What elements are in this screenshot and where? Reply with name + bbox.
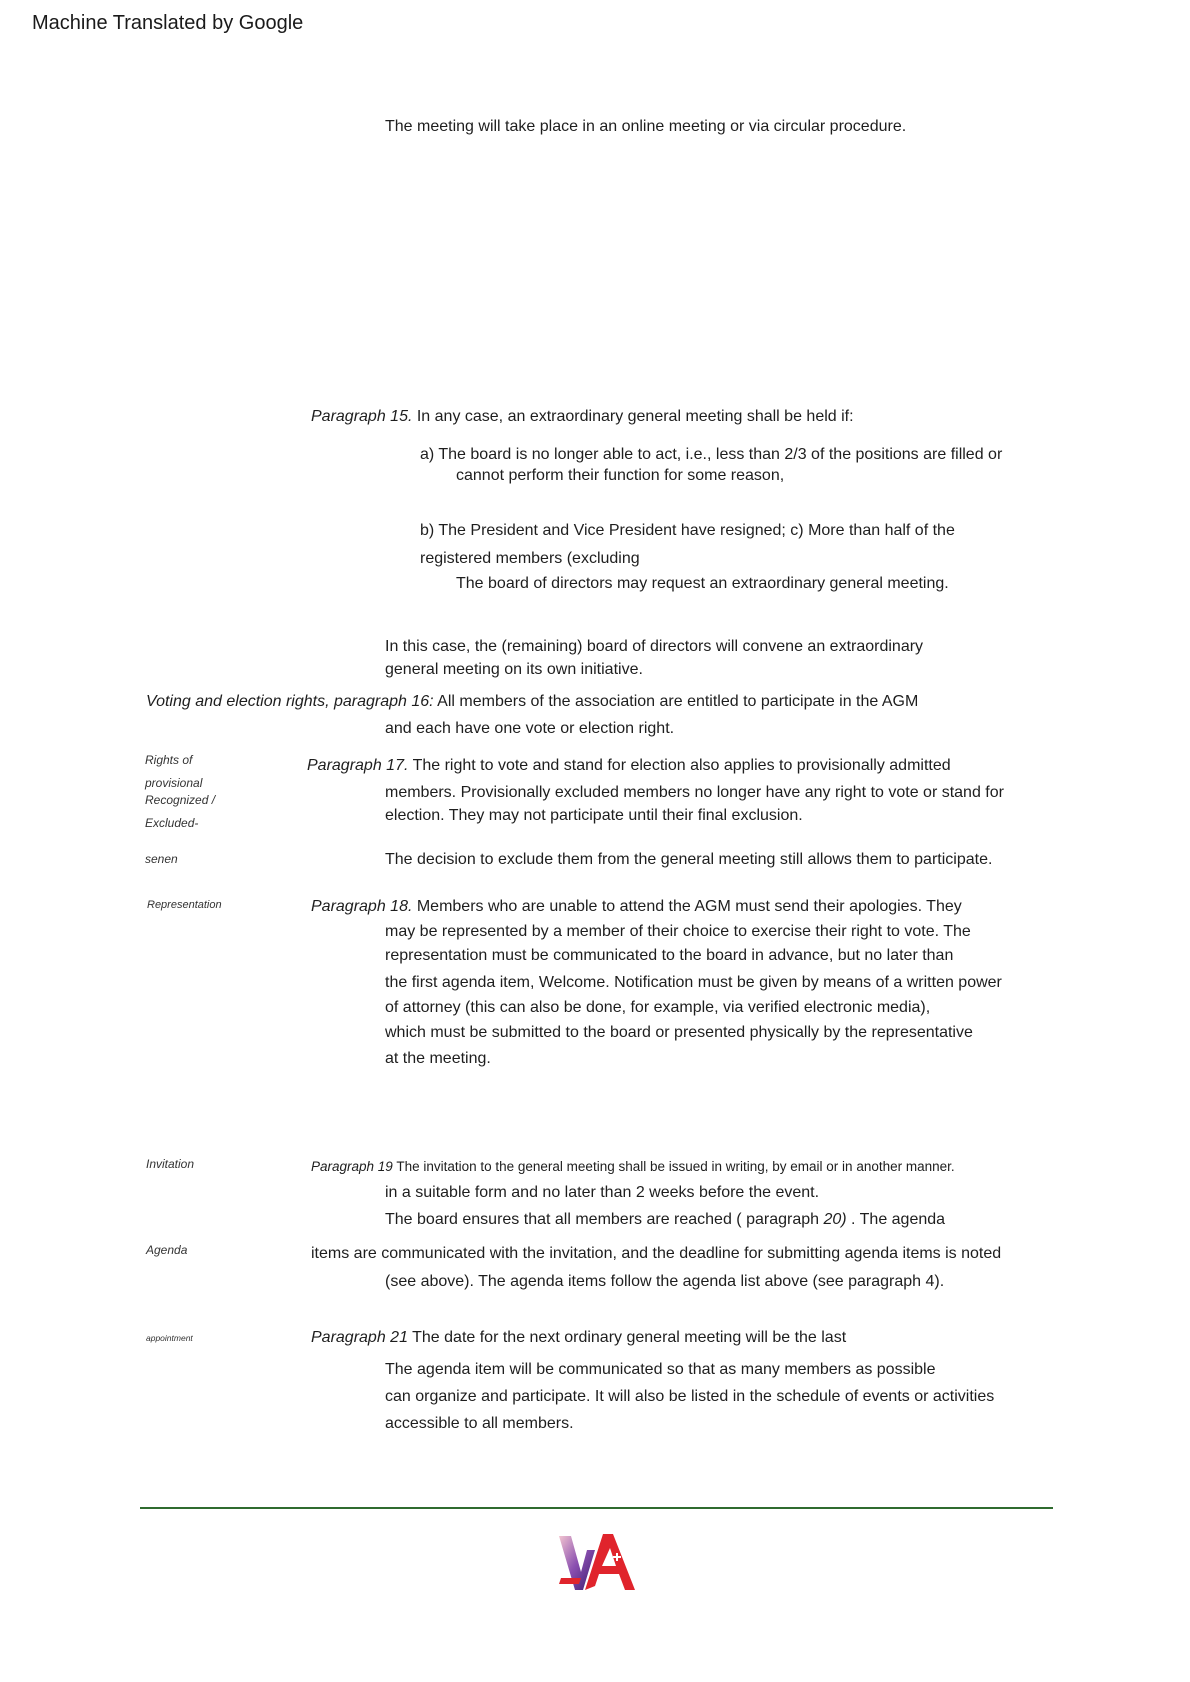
paragraph-19-line4: items are communicated with the invitation, and the deadline for submitting agenda items is noted xyxy=(311,1245,1002,1262)
paragraph-15-heading xyxy=(311,408,854,426)
paragraph-16-label: Voting and election rights, paragraph 16: xyxy=(146,693,434,710)
paragraph-17-heading xyxy=(307,757,951,775)
paragraph-19-line3a: The board ensures that all members are reached ( paragraph xyxy=(385,1211,824,1228)
paragraph-18-line6: which must be submitted to the board or presented physically by the representative xyxy=(385,1024,973,1041)
paragraph-18-line7: at the meeting. xyxy=(385,1050,491,1067)
margin-rights-1: Rights of xyxy=(145,753,193,767)
paragraph-18-line1: Members who are unable to attend the AGM must send their apologies. They xyxy=(412,898,962,915)
paragraph-19-line5: (see above). The agenda items follow the agenda list above (see paragraph 4). xyxy=(385,1273,945,1290)
margin-invitation: Invitation xyxy=(146,1157,195,1171)
paragraph-21-line3: can organize and participate. It will also be listed in the schedule of events or activities xyxy=(385,1388,995,1405)
paragraph-16-line1: All members of the association are entitled to participate in the AGM xyxy=(433,693,919,710)
margin-rights-3: Recognized / xyxy=(145,793,216,807)
p15-item-b-line2: registered members (excluding xyxy=(420,550,640,567)
paragraph-19-heading xyxy=(311,1159,955,1174)
footer-divider xyxy=(140,1507,1053,1509)
paragraph-21-line4: accessible to all members. xyxy=(385,1415,574,1432)
paragraph-19-label: Paragraph 19 xyxy=(311,1159,393,1174)
margin-rights-5: senen xyxy=(145,852,178,866)
paragraph-18-heading xyxy=(311,898,962,916)
paragraph-19-line3 xyxy=(385,1211,945,1229)
paragraph-18-line5: of attorney (this can also be done, for example, via verified electronic media), xyxy=(385,999,931,1016)
paragraph-17-line2: members. Provisionally excluded members no longer have any right to vote or stand for xyxy=(385,784,1004,801)
margin-rights-2: provisional xyxy=(145,776,203,790)
paragraph-21-label: Paragraph 21 xyxy=(311,1329,408,1346)
paragraph-16-heading xyxy=(146,693,918,711)
paragraph-18-line2: may be represented by a member of their choice to exercise their right to vote. The xyxy=(385,923,971,940)
margin-rights-4: Excluded- xyxy=(145,816,199,830)
p15-item-a-line1: a) The board is no longer able to act, i.e., less than 2/3 of the positions are filled or xyxy=(420,446,1003,463)
p15-item-a-line2: cannot perform their function for some reason, xyxy=(456,467,785,484)
paragraph-17-line4: The decision to exclude them from the general meeting still allows them to participate. xyxy=(385,851,993,868)
paragraph-19-line2: in a suitable form and no later than 2 weeks before the event. xyxy=(385,1184,820,1201)
margin-agenda: Agenda xyxy=(146,1243,188,1257)
paragraph-21-heading xyxy=(311,1329,846,1347)
association-logo-icon xyxy=(555,1528,639,1596)
paragraph-18-line4: the first agenda item, Welcome. Notification must be given by means of a written power xyxy=(385,974,1002,991)
p15-item-b-line1: b) The President and Vice President have resigned; c) More than half of the xyxy=(420,522,955,539)
paragraph-17-line1: The right to vote and stand for election also applies to provisionally admitted xyxy=(408,757,951,774)
paragraph-18-label: Paragraph 18. xyxy=(311,898,413,915)
margin-appointment: appointment xyxy=(146,1333,193,1343)
paragraph-18-line3: representation must be communicated to the board in advance, but no later than xyxy=(385,947,954,964)
paragraph-21-line2: The agenda item will be communicated so that as many members as possible xyxy=(385,1361,936,1378)
p15-after-line2: general meeting on its own initiative. xyxy=(385,661,643,678)
paragraph-19-line1: The invitation to the general meeting shall be issued in writing, by email or in another manner. xyxy=(392,1159,955,1174)
intro-text: The meeting will take place in an online meeting or via circular procedure. xyxy=(385,118,907,135)
paragraph-17-line3: election. They may not participate until their final exclusion. xyxy=(385,807,803,824)
paragraph-19-ref: 20) xyxy=(823,1211,847,1228)
paragraph-17-label: Paragraph 17. xyxy=(307,757,409,774)
paragraph-19-line3b: . The agenda xyxy=(846,1211,946,1228)
machine-translated-header: Machine Translated by Google xyxy=(32,12,304,34)
paragraph-21-line1: The date for the next ordinary general meeting will be the last xyxy=(407,1329,847,1346)
p15-after-line1: In this case, the (remaining) board of directors will convene an extraordinary xyxy=(385,638,924,655)
paragraph-15-label: Paragraph 15. xyxy=(311,408,413,425)
margin-representation: Representation xyxy=(147,899,222,911)
paragraph-15-lead: In any case, an extraordinary general meeting shall be held if: xyxy=(412,408,854,425)
paragraph-16-line2: and each have one vote or election right. xyxy=(385,720,675,737)
p15-item-b-line3: The board of directors may request an extraordinary general meeting. xyxy=(456,575,949,592)
